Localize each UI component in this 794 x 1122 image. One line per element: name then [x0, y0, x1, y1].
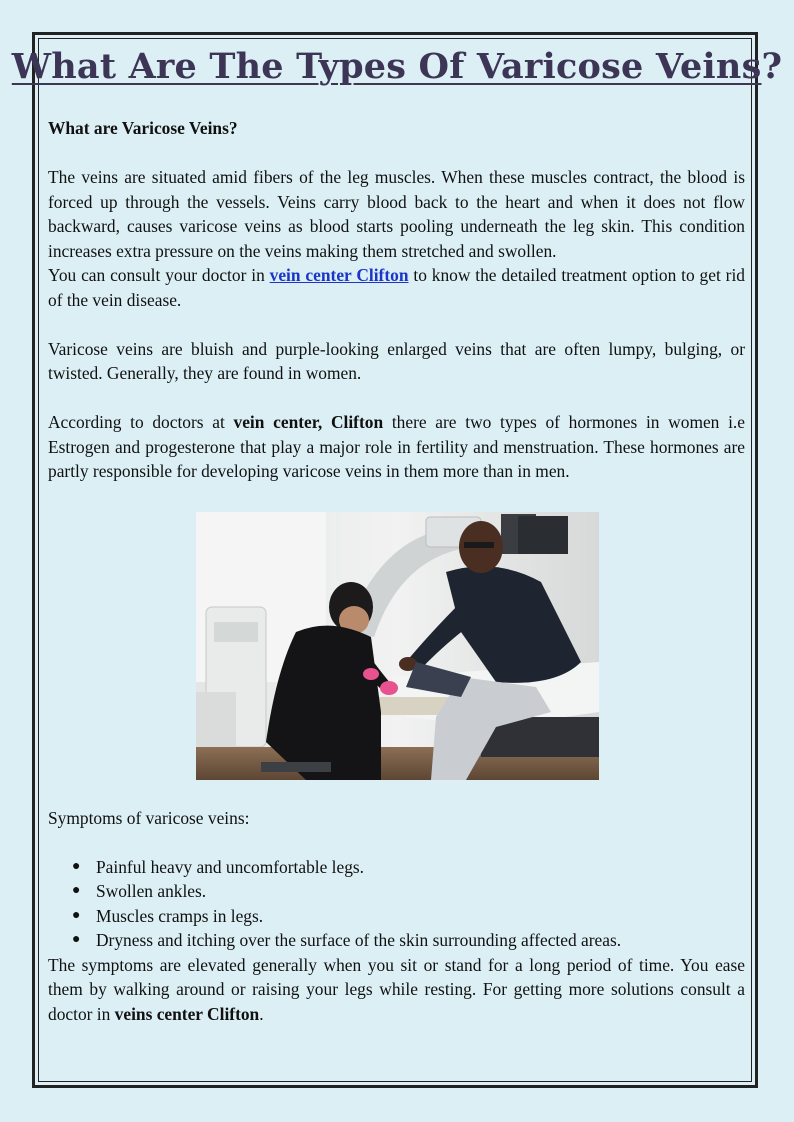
symptoms-list: [48, 855, 745, 953]
paragraph-closing: The symptoms are elevated generally when you sit or stand for a long period of time. You ease them by walking around or raising your legs while resting. For getting more solutions consult a doctor in veins center Clifton.: [48, 954, 745, 1024]
list-item: ● Dryness and itching over the surface of the skin surrounding affected areas.: [72, 928, 745, 953]
paragraph-appearance: Varicose veins are bluish and purple-looking enlarged veins that are often lumpy, bulging, or twisted. Generally, they are found in women.: [48, 338, 745, 383]
list-item: ● Swollen ankles.: [72, 879, 745, 904]
section-heading: What are Varicose Veins?: [48, 118, 238, 138]
title-question-mark: ?: [761, 46, 783, 87]
paragraph-consult: You can consult your doctor in vein center Clifton to know the detailed treatment option to get rid of the vein disease.: [48, 265, 745, 310]
paragraph-veins-intro: The veins are situated amid fibers of the leg muscles. When these muscles contract, the blood is forced up through the vessels. Veins carry blood back to the heart and when it does not flow backward, causes varicose veins as blood starts pooling underneath the leg skin. This condition increases extra pressure on the veins making them stretched and swollen.: [48, 167, 745, 261]
bullet-icon: ●: [72, 883, 81, 898]
title-text: What Are The Types Of Varicose Veins: [11, 46, 762, 87]
clinic-photo: [196, 512, 599, 780]
list-item: ● Muscles cramps in legs.: [72, 904, 745, 929]
paragraph-hormones: According to doctors at vein center, Clifton there are two types of hormones in women i.e Estrogen and progesterone that play a major role in fertility and menstruation. These hormones are partly responsible for developing varicose veins in them more than in men.: [48, 412, 745, 481]
page-title: [0, 46, 794, 87]
vein-center-bold: vein center, Clifton: [233, 412, 384, 432]
article-body: [48, 116, 745, 1026]
veins-center-bold: veins center Clifton: [114, 1003, 260, 1024]
vein-center-link[interactable]: vein center Clifton: [269, 265, 409, 285]
symptoms-title: Symptoms of varicose veins:: [48, 807, 250, 828]
list-item: ● Painful heavy and uncomfortable legs.: [72, 855, 745, 880]
bullet-icon: ●: [72, 858, 81, 874]
bullet-icon: ●: [72, 932, 81, 947]
bullet-icon: ●: [72, 907, 81, 923]
